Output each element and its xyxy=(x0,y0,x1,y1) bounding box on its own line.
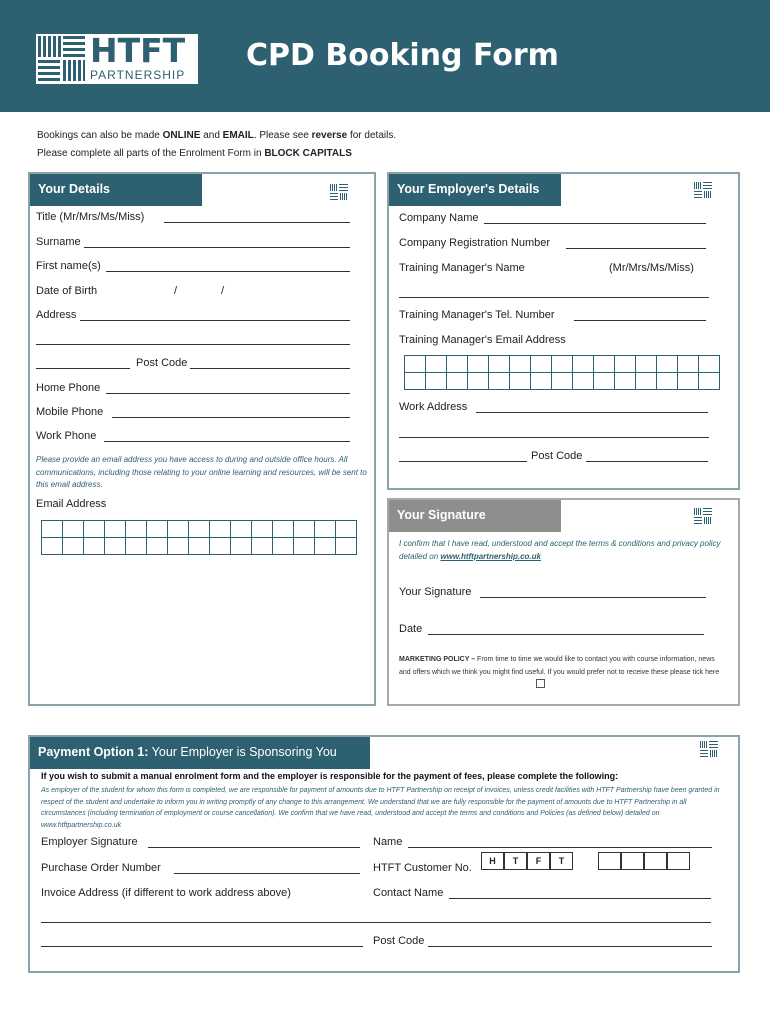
page-title: CPD Booking Form xyxy=(246,38,559,73)
your-signature-label: Your Signature xyxy=(399,586,472,598)
employer-post-code-field[interactable] xyxy=(586,461,708,462)
company-reg-label: Company Registration Number xyxy=(399,237,551,249)
page-header xyxy=(0,0,770,112)
intro-line-2: Please complete all parts of the Enrolment Form in BLOCK CAPITALS xyxy=(37,148,352,159)
your-signature-field[interactable] xyxy=(480,597,706,598)
post-code-label: Post Code xyxy=(136,357,188,369)
work-address-field-1[interactable] xyxy=(476,412,708,413)
email-grid[interactable] xyxy=(41,520,357,555)
logo-wordmark: HTFT xyxy=(90,31,186,70)
payment-heading: Payment Option 1: Your Employer is Sponsoring You xyxy=(30,737,370,769)
first-name-label: First name(s) xyxy=(36,260,101,272)
employer-post-code-label: Post Code xyxy=(531,450,583,462)
employer-heading: Your Employer's Details xyxy=(389,174,561,206)
work-address-label: Work Address xyxy=(399,401,468,413)
payment-post-code-label: Post Code xyxy=(373,935,425,947)
tm-tel-field[interactable] xyxy=(574,320,706,321)
dob-separator: / xyxy=(174,285,178,297)
address-label: Address xyxy=(36,309,77,321)
confirm-text: I confirm that I have read, understood and accept the terms & conditions and privacy policy detailed on www.htftpartnership.co.uk xyxy=(399,539,721,561)
po-field[interactable] xyxy=(174,873,360,874)
payment-terms: As employer of the student for whom this form is completed, we are responsible for payment of amounts due to HTFT Partnership on receipt of invoices, unless credit facilities with HTFT Partnership have been granted in respect of the student and undertake to inform you in writing promptly of any change to this arrangement. We understand that we are fully responsible for the payment of amounts due to HTFT Partnership in all circumstances (including termination of employment or course cancellation). We confirm that we have read, understood and accept the terms and conditions and Policies (as defined below) detailed on www.htftpartnership.co.uk xyxy=(41,787,720,829)
customer-prefix-f: F xyxy=(527,852,550,870)
mobile-phone-label: Mobile Phone xyxy=(36,406,104,418)
customer-digit-box[interactable] xyxy=(621,852,644,870)
payment-post-code-field[interactable] xyxy=(428,946,712,947)
signature-heading: Your Signature xyxy=(389,500,561,532)
employer-signature-field[interactable] xyxy=(148,847,360,848)
home-phone-label: Home Phone xyxy=(36,382,101,394)
customer-prefix-h: H xyxy=(481,852,504,870)
title-label: Title (Mr/Mrs/Ms/Miss) xyxy=(36,211,145,223)
htft-mini-logo-icon xyxy=(700,741,718,757)
marketing-opt-out-checkbox[interactable] xyxy=(536,679,545,688)
company-name-field[interactable] xyxy=(484,223,706,224)
date-field[interactable] xyxy=(428,634,704,635)
customer-no-label: HTFT Customer No. xyxy=(373,862,472,874)
invoice-address-field-1[interactable] xyxy=(41,922,711,923)
your-details-heading: Your Details xyxy=(30,174,202,206)
work-phone-field[interactable] xyxy=(104,441,350,442)
work-address-field-3[interactable] xyxy=(399,461,527,462)
intro-line-1: Bookings can also be made ONLINE and EMAIL. Please see reverse for details. xyxy=(37,130,397,141)
date-label: Date xyxy=(399,623,423,635)
contact-name-field[interactable] xyxy=(449,898,711,899)
training-manager-title: (Mr/Mrs/Ms/Miss) xyxy=(609,262,694,274)
marketing-policy: MARKETING POLICY – From time to time we would like to contact you with course information, news and offers which we think you might find useful. If you would prefer not to receive these please tick here xyxy=(399,656,720,676)
tm-email-label: Training Manager's Email Address xyxy=(399,334,566,346)
first-name-field[interactable] xyxy=(106,271,350,272)
address-field-2[interactable] xyxy=(36,344,350,345)
work-phone-label: Work Phone xyxy=(36,430,97,442)
htft-mini-logo-icon xyxy=(694,508,712,524)
title-field[interactable] xyxy=(164,222,350,223)
po-label: Purchase Order Number xyxy=(41,862,161,874)
customer-prefix-t: T xyxy=(504,852,527,870)
customer-prefix-t2: T xyxy=(550,852,573,870)
tm-tel-label: Training Manager's Tel. Number xyxy=(399,309,555,321)
invoice-address-label: Invoice Address (if different to work address above) xyxy=(41,887,291,899)
address-field-1[interactable] xyxy=(80,320,350,321)
training-manager-field[interactable] xyxy=(399,297,709,298)
logo-stripes-icon xyxy=(38,36,86,82)
address-field-3[interactable] xyxy=(36,368,130,369)
work-address-field-2[interactable] xyxy=(399,437,709,438)
employer-signature-label: Employer Signature xyxy=(41,836,138,848)
email-label: Email Address xyxy=(36,498,107,510)
tm-email-grid[interactable] xyxy=(404,355,720,390)
email-note: Please provide an email address you have access to during and outside office hours. All communications, including those relating to your online learning and resources, will be sent to this email address. xyxy=(36,455,367,489)
name-label: Name xyxy=(373,836,403,848)
surname-field[interactable] xyxy=(84,247,350,248)
company-name-label: Company Name xyxy=(399,212,479,224)
htft-mini-logo-icon xyxy=(694,182,712,198)
customer-digit-box[interactable] xyxy=(598,852,621,870)
post-code-field[interactable] xyxy=(190,368,350,369)
dob-separator: / xyxy=(221,285,225,297)
htft-logo xyxy=(36,31,198,84)
contact-name-label: Contact Name xyxy=(373,887,444,899)
invoice-address-field-2[interactable] xyxy=(41,946,363,947)
logo-subtext: PARTNERSHIP xyxy=(90,68,186,82)
company-reg-field[interactable] xyxy=(566,248,706,249)
home-phone-field[interactable] xyxy=(106,393,350,394)
mobile-phone-field[interactable] xyxy=(112,417,350,418)
htft-mini-logo-icon xyxy=(330,184,348,200)
customer-digit-box[interactable] xyxy=(667,852,690,870)
name-field[interactable] xyxy=(408,847,712,848)
training-manager-label: Training Manager's Name xyxy=(399,262,525,274)
surname-label: Surname xyxy=(36,236,81,248)
customer-digit-box[interactable] xyxy=(644,852,667,870)
payment-instruction: If you wish to submit a manual enrolment form and the employer is responsible for the payment of fees, please complete the following: xyxy=(41,771,619,781)
privacy-policy-link[interactable]: www.htftpartnership.co.uk xyxy=(440,551,541,561)
dob-label: Date of Birth xyxy=(36,285,98,297)
